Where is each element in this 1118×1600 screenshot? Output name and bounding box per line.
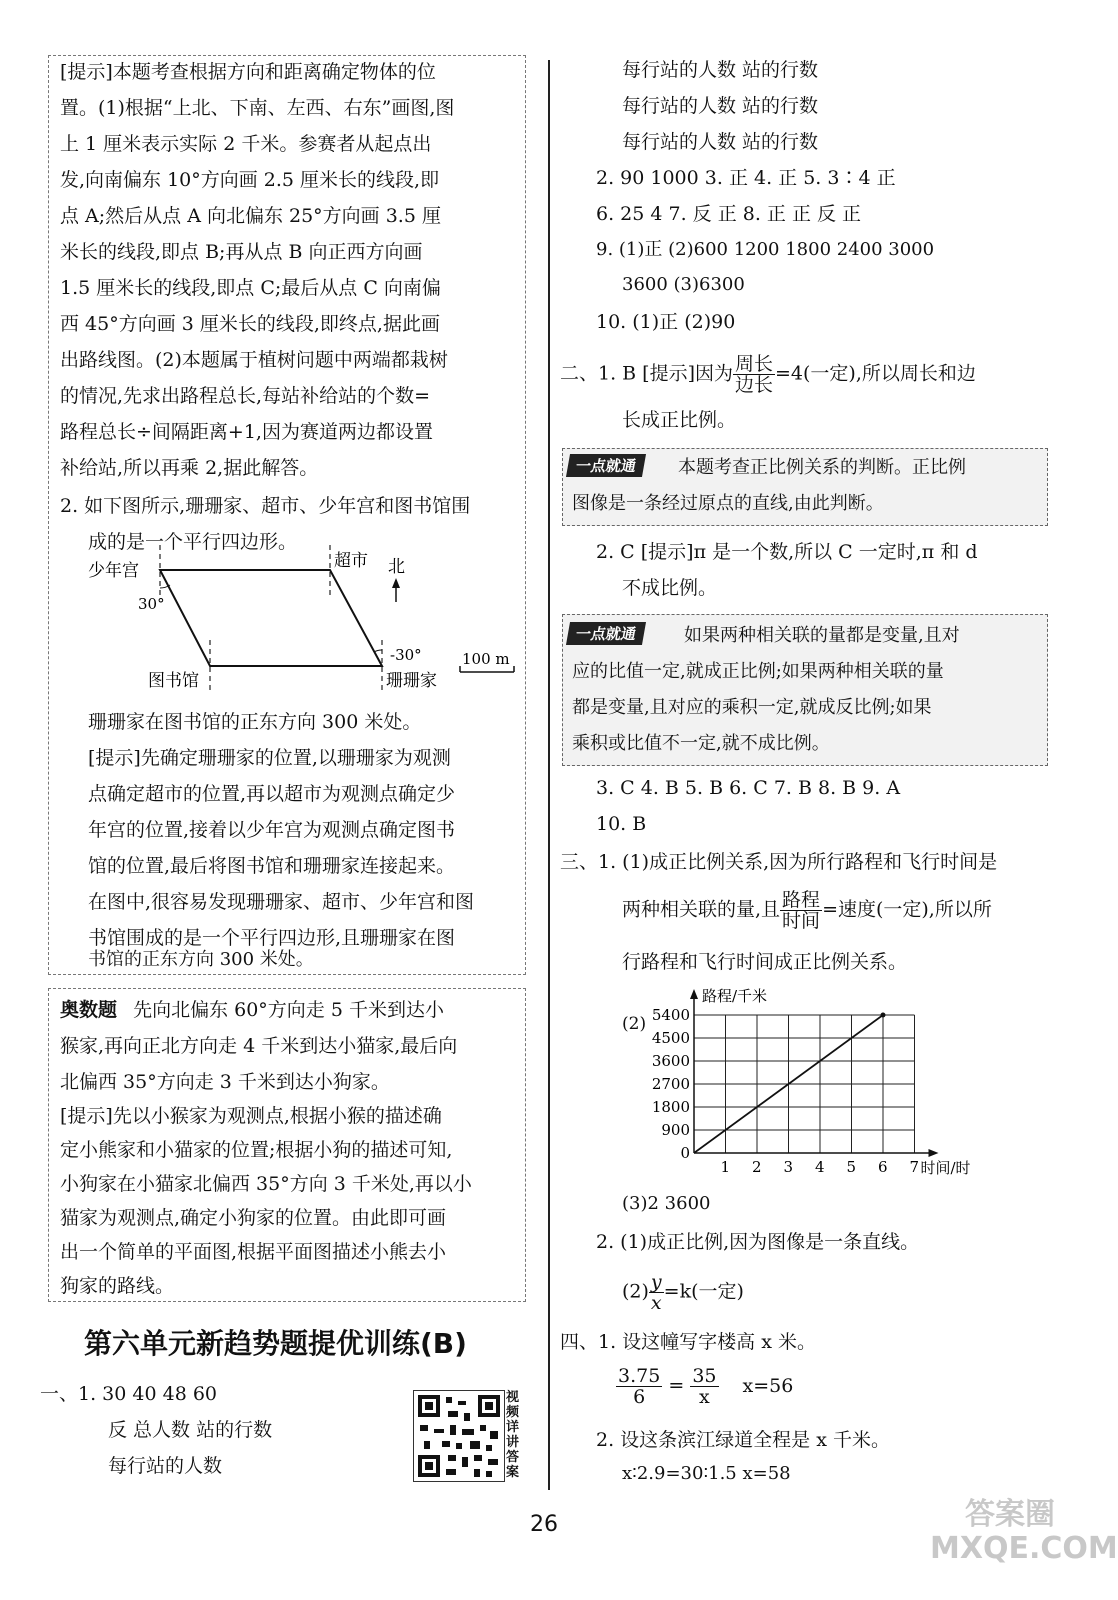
- hint1-line: 出路线图。(2)本题属于植树问题中两端都栽树: [60, 349, 448, 371]
- r-answer-line: 2. 90 1000 3. 正 4. 正 5. 3∶4 正: [596, 167, 896, 189]
- frac-denominator: x: [699, 1386, 710, 1408]
- olympiad-line: 狗家的路线。: [60, 1275, 175, 1297]
- r-answer-line: 9. (1)正 (2)600 1200 1800 2400 3000: [596, 239, 935, 260]
- hint1-line: 点 A;然后从点 A 向北偏东 25°方向画 3.5 厘: [60, 205, 441, 227]
- frac-numerator: y: [650, 1271, 662, 1293]
- tip2-line: 如果两种相关联的量都是变量,且对: [684, 625, 960, 646]
- y-tick-label: 3600: [651, 1052, 690, 1070]
- olympiad-line: 定小熊家和小猫家的位置;根据小狗的描述可知,: [60, 1139, 453, 1161]
- y-tick-label: 1800: [651, 1098, 690, 1116]
- y-axis-label: 路程/千米: [702, 987, 768, 1005]
- map-parallelogram: [160, 570, 382, 666]
- r-top-line: 每行站的人数 站的行数: [622, 95, 819, 117]
- hint2-line: 点确定超市的位置,再以超市为观测点确定少: [88, 783, 456, 805]
- s1-line: 反 总人数 站的行数: [108, 1419, 273, 1441]
- tip1-line: 本题考查正比例关系的判断。正比例: [678, 457, 966, 478]
- q2c-line: 2. C [提示]π 是一个数,所以 C 一定时,π 和 d: [596, 541, 978, 563]
- map-scale-label: 100 m: [462, 650, 510, 668]
- sec2-q1-pre: 二、1. B [提示]因为: [560, 362, 733, 385]
- r-top-line: 每行站的人数 站的行数: [622, 59, 819, 81]
- sec4-eq2: x∶2.9=30∶1.5 x=58: [622, 1463, 791, 1484]
- x-tick-label: 4: [815, 1158, 825, 1176]
- x-tick-label: 3: [783, 1158, 794, 1176]
- r-top-line: 每行站的人数 站的行数: [622, 131, 819, 153]
- hint1-line: 发,向南偏东 10°方向画 2.5 厘米长的线段,即: [60, 169, 440, 191]
- tip1-tag: 一点就通: [566, 454, 646, 477]
- tip2-line: 都是变量,且对应的乘积一定,就成反比例;如果: [572, 697, 932, 718]
- olympiad-line: 出一个简单的平面图,根据平面图描述小熊去小: [60, 1241, 447, 1263]
- sec3-fraction: [780, 890, 822, 931]
- chart-label: (2): [622, 1014, 647, 1034]
- page-number: 26: [530, 1512, 558, 1537]
- answer2-text: 珊珊家在图书馆的正东方向 300 米处。: [88, 711, 422, 733]
- hint1-line: 路程总长÷间隔距离+1,因为赛道两边都设置: [60, 421, 433, 443]
- hint1-line: 置。(1)根据“上北、下南、左西、右东”画图,图: [60, 97, 455, 119]
- mc-line: 10. B: [596, 813, 647, 835]
- hint2-line: 年宫的位置,接着以少年宫为观测点确定图书: [88, 819, 456, 841]
- x-tick-label: 7: [909, 1158, 920, 1176]
- tip2-line: 乘积或比值不一定,就不成比例。: [572, 733, 830, 754]
- x-axis-label: 时间/时: [920, 1159, 971, 1177]
- sec3-q3: (3)2 3600: [622, 1193, 711, 1214]
- olympiad-line: [提示]先以小猴家为观测点,根据小猴的描述确: [60, 1105, 442, 1127]
- frac-numerator: 路程: [782, 889, 821, 911]
- hint2-line: 馆的位置,最后将图书馆和珊珊家连接起来。: [88, 855, 456, 877]
- x-tick-label: 1: [720, 1158, 731, 1176]
- frac-numerator: 3.75: [618, 1365, 661, 1387]
- mc-line: 3. C 4. B 5. B 6. C 7. B 8. B 9. A: [596, 777, 901, 799]
- sec3-q2-2-pre: (2): [622, 1280, 649, 1303]
- fraction-375-6: [616, 1366, 662, 1407]
- hint1-line: 的情况,先求出路程总长,每站补给站的个数=: [60, 385, 431, 407]
- tip2-tag: 一点就通: [566, 622, 646, 645]
- watermark: 答案圈 MXQE.COM: [930, 1497, 1118, 1566]
- q2c-line: 不成比例。: [622, 577, 718, 599]
- frac-denominator: x: [650, 1292, 662, 1314]
- map-label-shanshanjia: 珊珊家: [386, 671, 437, 691]
- y-over-x-fraction: [649, 1272, 664, 1313]
- sec2-q1-post: =4(一定),所以周长和边: [775, 362, 976, 385]
- hint2-line: 书馆围成的是一个平行四边形,且珊珊家在图: [88, 927, 456, 949]
- map-label-north: 北: [388, 557, 405, 577]
- y-tick-label: 5400: [651, 1006, 690, 1024]
- sec3-q2-line: 2. (1)成正比例,因为图像是一条直线。: [596, 1231, 920, 1253]
- sec3-q2-2-post: =k(一定): [663, 1280, 744, 1303]
- olympiad-line: 先向北偏东 60°方向走 5 千米到达小: [133, 999, 444, 1021]
- origin-label: 0: [680, 1144, 690, 1162]
- s1-line: 一、1. 30 40 48 60: [40, 1383, 217, 1405]
- fraction-35-x: [690, 1366, 718, 1407]
- sec4-eq1-result: x=56: [742, 1374, 794, 1397]
- sec2-q1-line2: 长成正比例。: [622, 409, 737, 431]
- frac-denominator: 6: [633, 1386, 646, 1408]
- sec4-eq1: [616, 1366, 793, 1407]
- map-angle-arc: [374, 650, 382, 652]
- x-tick-label: 6: [878, 1158, 888, 1176]
- y-tick-label: 900: [661, 1121, 690, 1139]
- tip2-line: 应的比值一定,就成正比例;如果两种相关联的量: [572, 661, 944, 682]
- equals-sign: =: [662, 1374, 691, 1397]
- hint1-line: 上 1 厘米表示实际 2 千米。参赛者从起点出: [60, 133, 432, 155]
- sec4-line2: 2. 设这条滨江绿道全程是 x 千米。: [596, 1429, 890, 1451]
- olympiad-line: 猴家,再向正北方向走 4 千米到达小猫家,最后向: [60, 1035, 458, 1057]
- hint1-line: 西 45°方向画 3 厘米长的线段,即终点,据此画: [60, 313, 440, 335]
- r-answer-line: 3600 (3)6300: [622, 274, 745, 295]
- frac-denominator: 时间: [782, 910, 821, 932]
- frac-numerator: 35: [692, 1365, 717, 1387]
- qr-code[interactable]: [413, 1390, 505, 1482]
- q2-line: 成的是一个平行四边形。: [88, 531, 298, 553]
- hint2-line: 在图中,很容易发现珊珊家、超市、少年宫和图: [88, 891, 475, 913]
- s1-line: 每行站的人数: [108, 1455, 223, 1477]
- olympiad-first-line: [60, 998, 444, 1022]
- sec3-line2-post: =速度(一定),所以所: [822, 898, 992, 921]
- column-divider: [548, 60, 550, 1490]
- series-point: [881, 1013, 886, 1018]
- q2-line: 2. 如下图所示,珊珊家、超市、少年宫和图书馆围: [60, 495, 471, 517]
- y-axis-arrow: [690, 989, 698, 999]
- r-answer-line: 6. 25 4 7. 反 正 8. 正 正 反 正: [596, 203, 862, 225]
- hint2-line: 书馆的正东方向 300 米处。: [88, 949, 314, 970]
- qr-code-pattern: [414, 1391, 504, 1481]
- olympiad-line: 猫家为观测点,确定小狗家的位置。由此即可画: [60, 1207, 447, 1229]
- north-arrow-head: [392, 578, 400, 588]
- hint1-line: 米长的线段,即点 B;再从点 B 向正西方向画: [60, 241, 423, 263]
- sec3-q2-2: [622, 1272, 744, 1313]
- tip1-tag-wrap: [568, 454, 644, 477]
- olympiad-line: 小狗家在小猫家北偏西 35°方向 3 千米处,再以小: [60, 1173, 472, 1195]
- hint2-line: [提示]先确定珊珊家的位置,以珊珊家为观测: [88, 747, 451, 769]
- sec2-q1: [560, 354, 976, 395]
- map-angle-30-right: -30°: [390, 646, 422, 664]
- y-tick-label: 2700: [651, 1075, 690, 1093]
- x-tick-label: 2: [752, 1158, 762, 1176]
- sec3-line3: 行路程和飞行时间成正比例关系。: [622, 951, 908, 973]
- sec2-q1-fraction: [733, 354, 775, 395]
- olympiad-line: 北偏西 35°方向走 3 千米到达小狗家。: [60, 1071, 390, 1093]
- frac-denominator: 边长: [735, 374, 774, 396]
- x-tick-label: 5: [846, 1158, 857, 1176]
- map-angle-30-left: 30°: [138, 595, 165, 613]
- distance-time-chart: [640, 987, 1020, 1185]
- olympiad-title: 奥数题: [60, 999, 118, 1021]
- r-answer-line: 10. (1)正 (2)90: [596, 311, 736, 333]
- hint1-line: 1.5 厘米长的线段,即点 C;最后从点 C 向南偏: [60, 277, 441, 299]
- frac-numerator: 周长: [735, 353, 774, 375]
- hint1-line: [提示]本题考查根据方向和距离确定物体的位: [60, 61, 436, 83]
- qr-label: 视频详讲答案: [506, 1390, 520, 1480]
- map-label-tushuguan: 图书馆: [148, 671, 199, 691]
- map-label-chaoshi: 超市: [334, 551, 368, 571]
- sec4-line1: 四、1. 设这幢写字楼高 x 米。: [560, 1331, 816, 1353]
- map-label-shaoniangong: 少年宫: [88, 561, 139, 581]
- x-axis-arrow: [929, 1149, 939, 1157]
- y-tick-label: 4500: [651, 1029, 690, 1047]
- location-map-diagram: [60, 540, 530, 700]
- tip1-line: 图像是一条经过原点的直线,由此判断。: [572, 493, 884, 514]
- section-title: 第六单元新趋势题提优训练(B): [84, 1327, 467, 1360]
- hint1-line: 补给站,所以再乘 2,据此解答。: [60, 457, 319, 479]
- sec3-line2-pre: 两种相关联的量,且: [622, 898, 781, 921]
- sec3-line1: 三、1. (1)成正比例关系,因为所行路程和飞行时间是: [560, 851, 998, 873]
- tip2-tag-wrap: [568, 622, 644, 645]
- sec3-line2: [622, 890, 992, 931]
